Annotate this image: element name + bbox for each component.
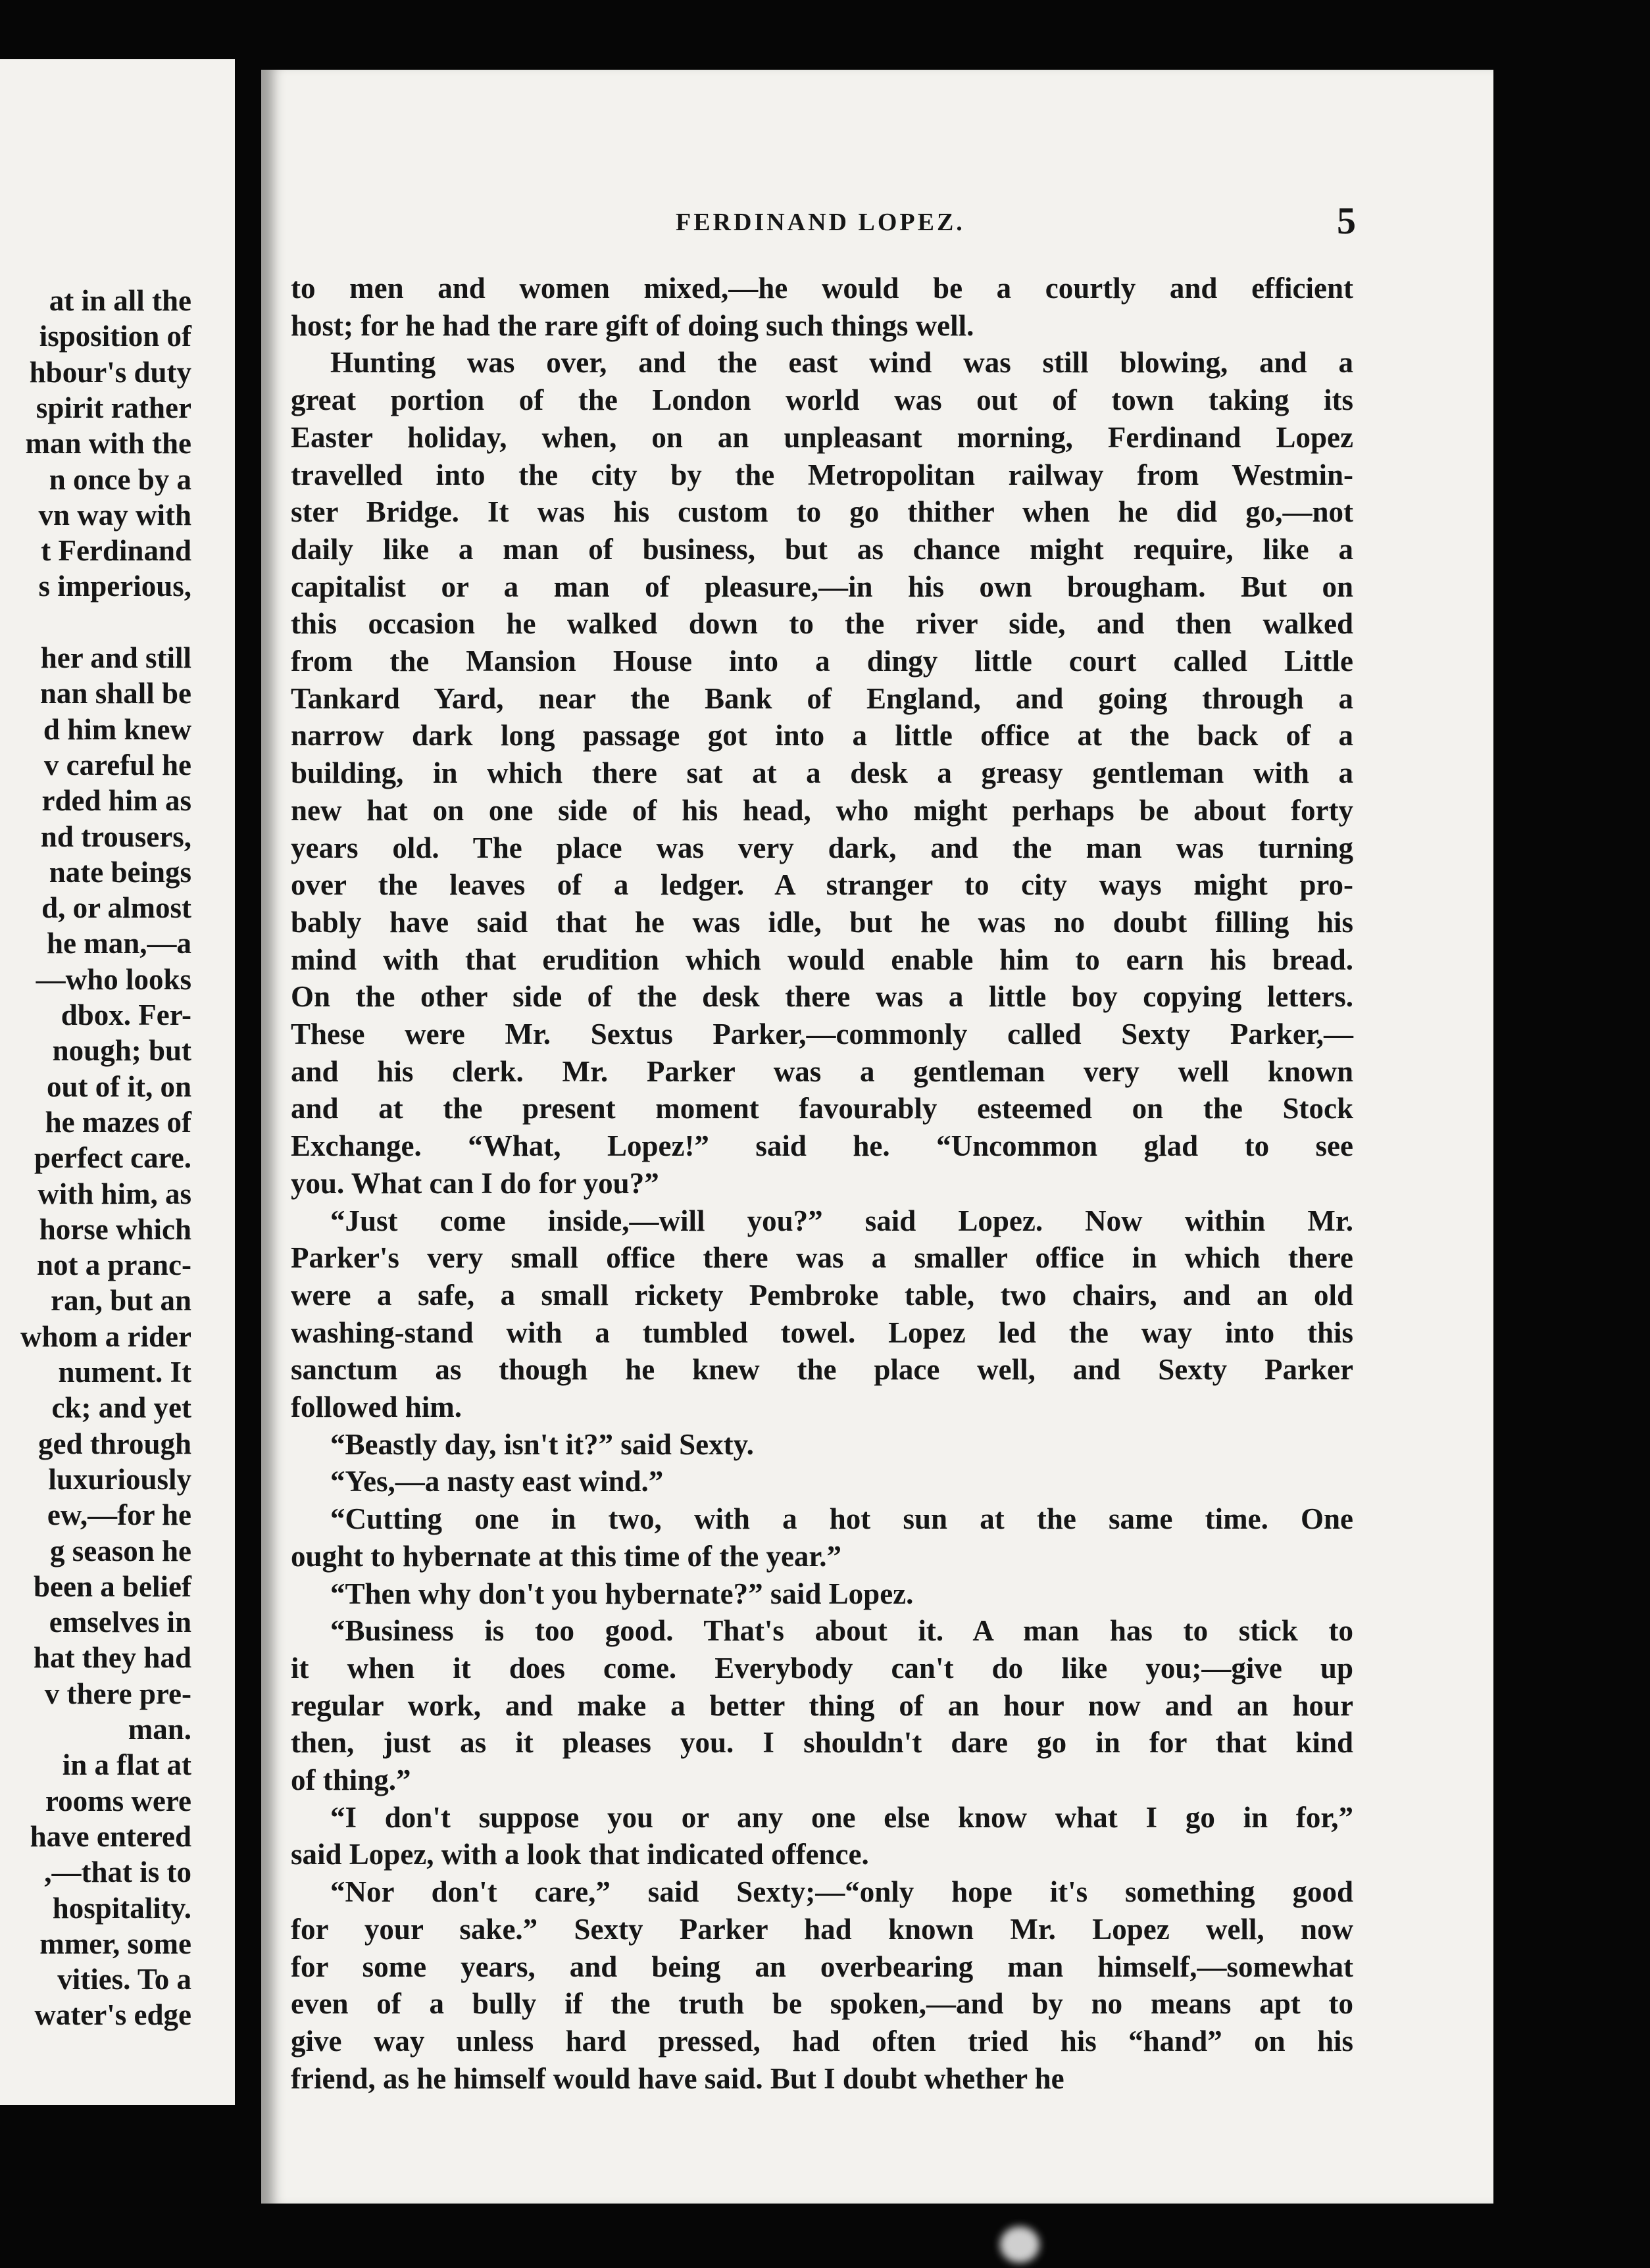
left-page-fragment (0, 59, 235, 2105)
body-line: new hat on one side of his head, who might perhaps be about forty (291, 793, 1353, 827)
body-line: great portion of the London world was out of town taking its (291, 383, 1353, 417)
body-line: even of a bully if the truth be spoken,—and by no means apt to (291, 1987, 1353, 2021)
left-page-line: t Ferdinand (41, 534, 191, 568)
body-line: travelled into the city by the Metropolitan railway from Westmin- (291, 458, 1353, 491)
left-page-line: nument. It (58, 1356, 191, 1389)
left-page-line: d, or almost (41, 891, 191, 925)
left-page-line: been a belief (34, 1569, 191, 1603)
body-line: “Yes,—a nasty east wind.” (330, 1465, 664, 1498)
body-line: Exchange. “What, Lopez!” said he. “Uncommon glad to see (291, 1129, 1353, 1163)
body-line: for some years, and being an overbearing man himself,—somewhat (291, 1950, 1353, 1983)
left-page-line: isposition of (39, 320, 191, 353)
left-page-line: v careful he (43, 748, 191, 781)
left-page-line: he man,—a (46, 927, 191, 960)
body-line: narrow dark long passage got into a little office at the back of a (291, 719, 1353, 752)
left-page-line: horse which (39, 1212, 191, 1246)
left-page-line: v there pre- (44, 1677, 191, 1710)
left-page-line: hat they had (33, 1641, 191, 1675)
left-page-line: nough; but (52, 1034, 191, 1068)
body-line: “I don't suppose you or any one else know what I go in for,” (330, 1800, 1353, 1834)
body-line: were a safe, a small rickety Pembroke table, two chairs, and an old (291, 1278, 1353, 1312)
left-page-line: ran, but an (51, 1284, 191, 1318)
body-line: over the leaves of a ledger. A stranger to city ways might pro- (291, 868, 1353, 902)
left-page-line: mmer, some (39, 1927, 191, 1960)
left-page-line: vn way with (38, 498, 191, 531)
scan-smudge (1000, 2227, 1039, 2263)
body-line: friend, as he himself would have said. But I doubt whether he (291, 2061, 1064, 2095)
body-line: ought to hybernate at this time of the year.” (291, 1539, 842, 1573)
left-page-line: perfect care. (34, 1141, 191, 1175)
body-line: Tankard Yard, near the Bank of England, and going through a (291, 681, 1353, 715)
body-line: bably have said that he was idle, but he was no doubt filling his (291, 905, 1353, 939)
body-line: it when it does come. Everybody can't do like you;—give up (291, 1651, 1353, 1685)
left-page-line: rded him as (41, 784, 191, 818)
running-head: FERDINAND LOPEZ. (676, 209, 965, 236)
left-page-line: emselves in (49, 1606, 191, 1639)
body-line: said Lopez, with a look that indicated offence. (291, 1838, 869, 1871)
left-page-line: n once by a (49, 462, 191, 496)
left-page-line: nate beings (49, 855, 191, 889)
body-line: mind with that erudition which would enable him to earn his bread. (291, 943, 1353, 976)
left-page-line: ck; and yet (51, 1391, 191, 1425)
body-line: years old. The place was very dark, and the man was turning (291, 831, 1353, 864)
body-line: “Cutting one in two, with a hot sun at the same time. One (330, 1502, 1353, 1536)
body-line: from the Mansion House into a dingy little court called Little (291, 645, 1353, 678)
left-page-line: he mazes of (45, 1105, 191, 1139)
body-line: daily like a man of business, but as chance might require, like a (291, 532, 1353, 566)
left-page-line: —who looks (36, 962, 191, 996)
body-line: Hunting was over, and the east wind was still blowing, and a (330, 346, 1353, 380)
body-line: sanctum as though he knew the place well, and Sexty Parker (291, 1353, 1353, 1387)
left-page-line: nd trousers, (40, 820, 191, 853)
body-line: Parker's very small office there was a smaller office in which there (291, 1241, 1353, 1275)
left-page-line: ew,—for he (47, 1498, 191, 1532)
left-page-line: with him, as (38, 1177, 191, 1210)
body-line: this occasion he walked down to the river side, and then walked (291, 607, 1353, 641)
body-line: “Beastly day, isn't it?” said Sexty. (330, 1427, 754, 1461)
left-page-line: out of it, on (46, 1070, 191, 1103)
body-line: of thing.” (291, 1763, 411, 1796)
body-line: “Business is too good. That's about it. A man has to stick to (330, 1614, 1353, 1648)
body-line: host; for he had the rare gift of doing such things well. (291, 308, 974, 342)
left-page-line: ged through (38, 1427, 191, 1460)
left-page-line: rooms were (45, 1784, 191, 1817)
body-line: you. What can I do for you?” (291, 1166, 659, 1200)
body-line: On the other side of the desk there was a little boy copying letters. (291, 980, 1353, 1014)
left-page-line: luxuriously (48, 1462, 191, 1496)
left-page-line: have entered (30, 1819, 191, 1853)
left-page-line: her and still (40, 641, 191, 674)
left-page-line: man. (128, 1713, 191, 1746)
body-line: Easter holiday, when, on an unpleasant morning, Ferdinand Lopez (291, 420, 1353, 454)
body-line: give way unless hard pressed, had often tried his “hand” on his (291, 2024, 1353, 2058)
body-line: These were Mr. Sextus Parker,—commonly called Sexty Parker,— (291, 1018, 1353, 1050)
body-line: regular work, and make a better thing of an hour now and an hour (291, 1689, 1353, 1722)
left-page-line: hospitality. (52, 1891, 191, 1925)
body-line: capitalist or a man of pleasure,—in his own brougham. But on (291, 570, 1353, 603)
left-page-line: g season he (49, 1534, 191, 1567)
left-page-line: nan shall be (39, 677, 191, 710)
left-page-line: whom a rider (20, 1319, 191, 1353)
left-page-line: hbour's duty (29, 355, 191, 389)
left-page-line: at in all the (49, 284, 191, 317)
body-line: washing-stand with a tumbled towel. Lopez led the way into this (291, 1316, 1353, 1349)
left-page-line: s imperious, (38, 570, 191, 603)
body-line: and at the present moment favourably esteemed on the Stock (291, 1092, 1353, 1125)
left-page-line: man with the (25, 427, 191, 460)
body-line: and his clerk. Mr. Parker was a gentleman very well known (291, 1054, 1353, 1088)
left-page-line: vities. To a (57, 1963, 191, 1996)
left-page-line: in a flat at (62, 1748, 191, 1782)
left-page-line: dbox. Fer- (61, 998, 191, 1031)
body-line: for your sake.” Sexty Parker had known Mr. Lopez well, now (291, 1912, 1353, 1946)
body-line: “Nor don't care,” said Sexty;—“only hope it's something good (330, 1875, 1353, 1909)
left-page-line: not a pranc- (37, 1248, 191, 1282)
left-page-line: water's edge (34, 1998, 191, 2032)
left-page-line: ,—that is to (44, 1856, 191, 1889)
left-page-line: spirit rather (36, 391, 191, 424)
body-line: to men and women mixed,—he would be a courtly and efficient (291, 272, 1353, 305)
body-line: followed him. (291, 1391, 463, 1423)
body-line: then, just as it pleases you. I shouldn't dare go in for that kind (291, 1726, 1353, 1760)
left-page-line: d him knew (43, 712, 191, 746)
body-line: ster Bridge. It was his custom to go thither when he did go,—not (291, 495, 1353, 529)
book-page (261, 70, 1493, 2204)
page-number: 5 (1337, 199, 1356, 242)
body-line: “Then why don't you hybernate?” said Lopez. (330, 1577, 914, 1610)
body-line: “Just come inside,—will you?” said Lopez. Now within Mr. (330, 1204, 1353, 1237)
body-line: building, in which there sat at a desk a greasy gentleman with a (291, 756, 1353, 790)
